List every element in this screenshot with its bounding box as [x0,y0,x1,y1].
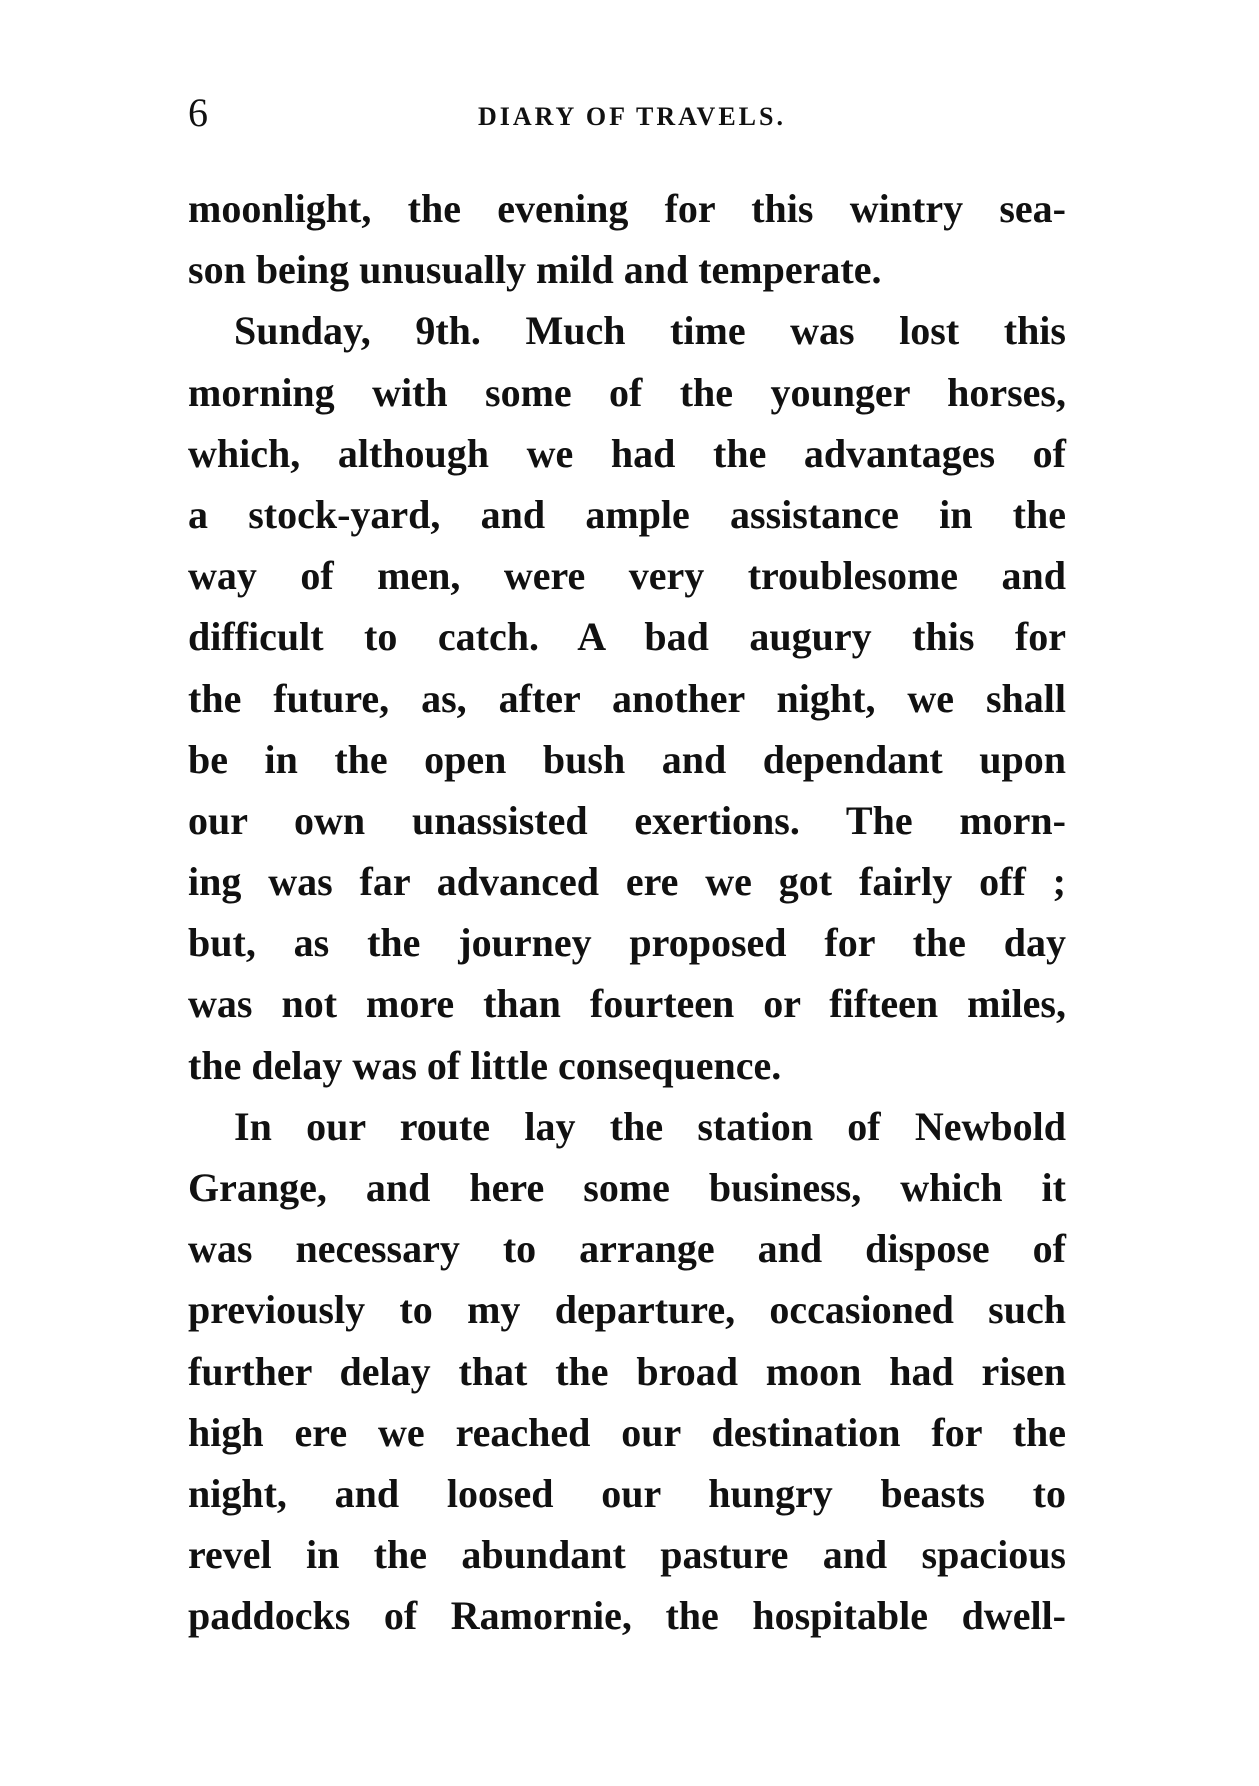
text-line: but, as the journey proposed for the day [188,920,1066,966]
text-line: be in the open bush and dependant upon [188,736,1066,782]
running-head [188,88,1066,138]
text-line: night, and loosed our hungry beasts to [188,1470,1066,1516]
text-line: previously to my departure, occasioned such [188,1287,1066,1333]
text-line: was necessary to arrange and dispose of [188,1226,1066,1272]
text-line: difficult to catch. A bad augury this for [188,614,1066,660]
text-line: further delay that the broad moon had risen [188,1348,1066,1394]
text-line: way of men, were very troublesome and [188,553,1066,599]
text-line: morning with some of the younger horses, [188,369,1066,415]
text-line: the future, as, after another night, we shall [188,675,1066,721]
text-line: In our route lay the station of Newbold [234,1103,1066,1149]
page-number: 6 [188,90,208,135]
text-line: high ere we reached our destination for the [188,1409,1066,1455]
text-line: paddocks of Ramornie, the hospitable dwell- [188,1593,1066,1639]
text-line: revel in the abundant pasture and spacious [188,1532,1066,1578]
text-line: Sunday, 9th. Much time was lost this [234,308,1066,354]
body-text [188,178,1066,1647]
text-line: moonlight, the evening for this wintry sea- [188,186,1066,231]
text-line: the delay was of little consequence. [188,1042,782,1088]
text-line: was not more than fourteen or fifteen miles, [188,981,1066,1027]
text-line: which, although we had the advantages of [188,430,1066,476]
text-line: a stock-yard, and ample assistance in the [188,491,1066,537]
text-line: son being unusually mild and temperate. [188,247,882,293]
text-line: ing was far advanced ere we got fairly off ; [188,859,1066,905]
running-title: DIARY OF TRAVELS. [478,102,786,131]
text-line: our own unassisted exertions. The morn- [188,797,1066,843]
text-line: Grange, and here some business, which it [188,1165,1066,1210]
